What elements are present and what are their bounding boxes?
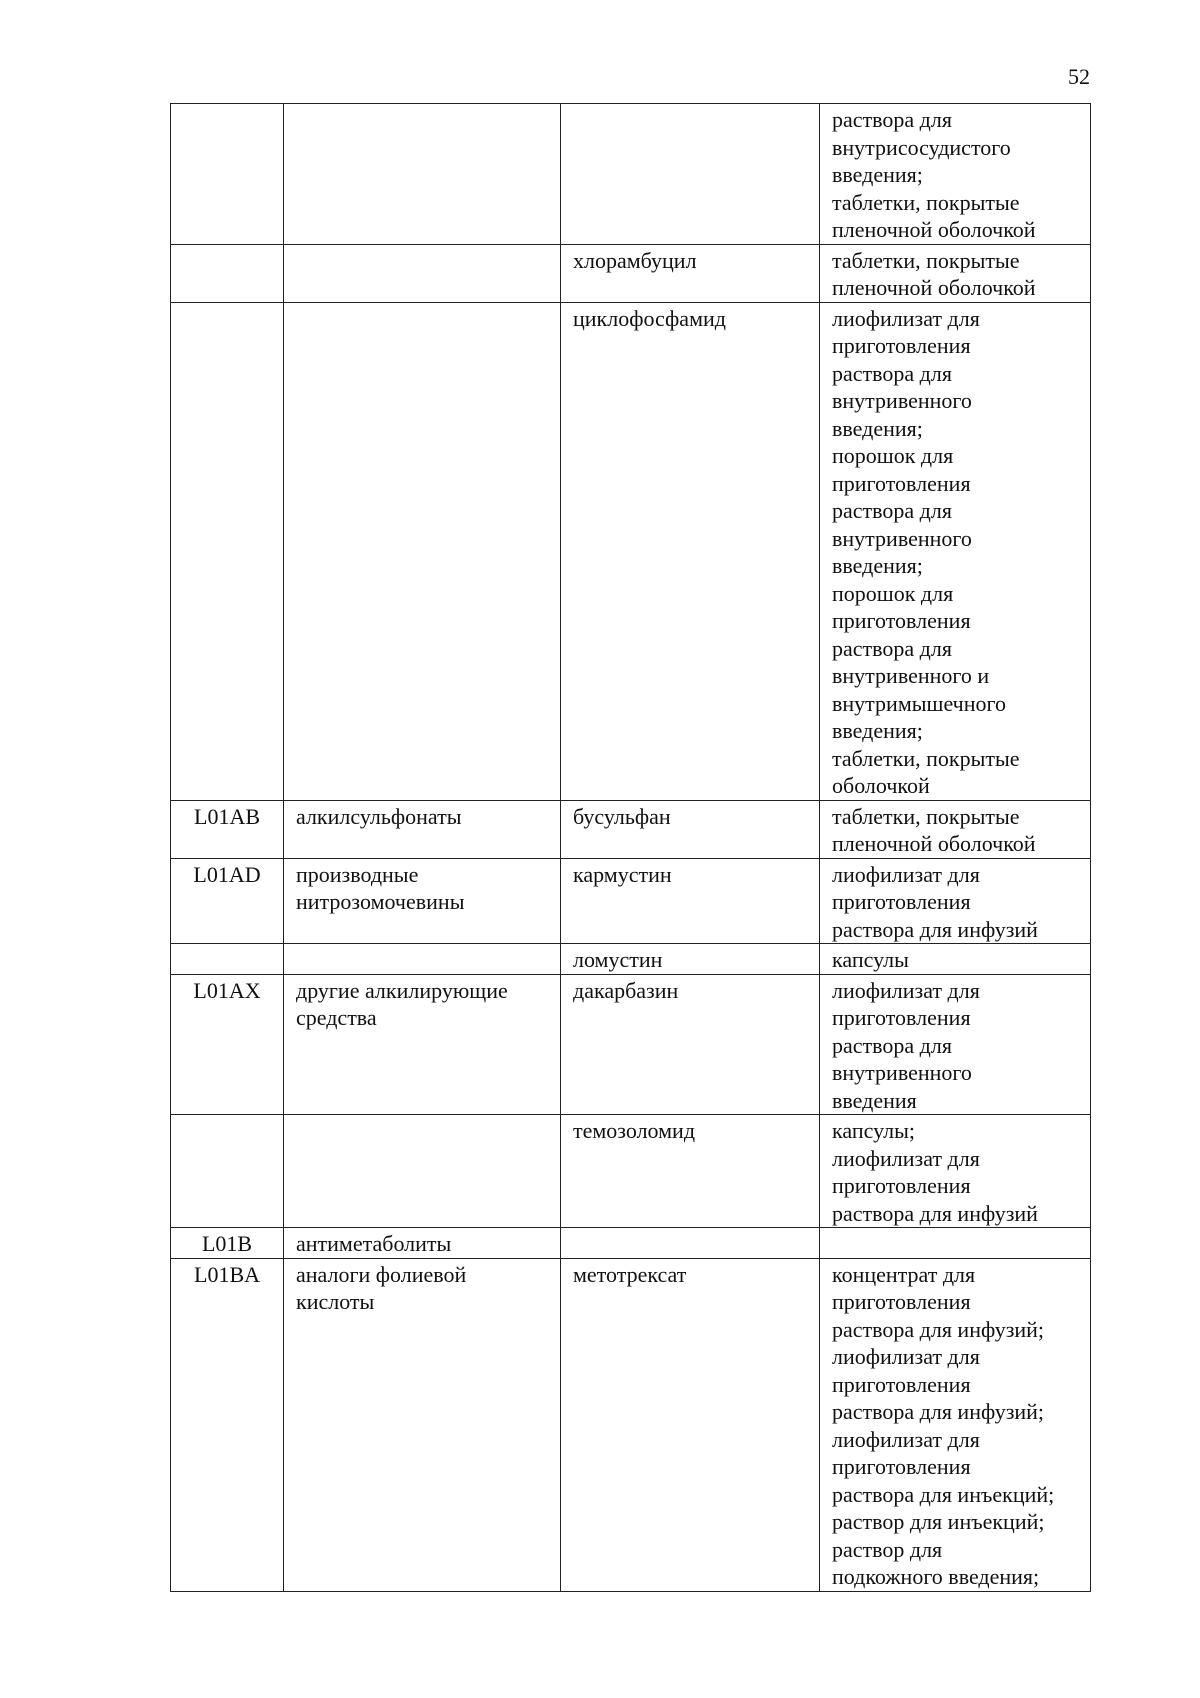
drug-line: темозоломид	[573, 1118, 696, 1143]
dosage-form-line: раствора для	[832, 635, 952, 661]
drug-name-cell	[561, 800, 820, 858]
group-name-cell	[284, 944, 561, 975]
dosage-form-line: пленочной оболочкой	[832, 217, 1036, 242]
dosage-form-line: введения	[832, 1087, 917, 1113]
atc-code-cell	[171, 302, 284, 800]
drug-name-cell	[561, 944, 820, 975]
dosage-form-line: таблетки, покрытые	[832, 189, 1020, 215]
dosage-form-line: приготовления	[832, 1173, 971, 1198]
dosage-form-line: таблетки, покрытые	[832, 745, 1020, 771]
dosage-form-line: раствор для инъекций;	[832, 1509, 1045, 1534]
drug-name-cell	[561, 1115, 820, 1228]
atc-code-cell	[171, 944, 284, 975]
dosage-form-line: приготовления	[832, 470, 971, 496]
table-row	[171, 944, 1091, 975]
table-row	[171, 974, 1091, 1115]
dosage-form-line: пленочной оболочкой	[832, 831, 1036, 856]
atc-code-cell	[171, 1115, 284, 1228]
dosage-form-line: приготовления	[832, 608, 971, 633]
drug-line: метотрексат	[573, 1261, 687, 1287]
dosage-form-line: раствора для инфузий	[832, 1200, 1038, 1226]
dosage-forms-cell	[820, 858, 1091, 944]
drug-line: хлорамбуцил	[573, 247, 697, 273]
table-row	[171, 800, 1091, 858]
dosage-forms-cell	[820, 244, 1091, 302]
dosage-form-line: порошок для	[832, 580, 954, 606]
dosage-form-line: раствора для	[832, 107, 952, 132]
table-row	[171, 1228, 1091, 1259]
atc-code-cell: L01AX	[171, 974, 284, 1115]
atc-code-cell	[171, 104, 284, 245]
dosage-forms-cell	[820, 302, 1091, 800]
group-name-cell	[284, 104, 561, 245]
group-line: средства	[296, 1005, 377, 1030]
drug-line: дакарбазин	[573, 977, 679, 1003]
dosage-form-line: введения;	[832, 718, 923, 743]
dosage-forms-cell	[820, 1115, 1091, 1228]
dosage-form-line: концентрат для	[832, 1261, 976, 1287]
group-line: другие алкилирующие	[296, 977, 508, 1003]
group-name-cell	[284, 858, 561, 944]
table-row	[171, 104, 1091, 245]
dosage-form-line: раствора для	[832, 1032, 952, 1058]
dosage-form-line: приготовления	[832, 333, 971, 358]
group-line: алкилсульфонаты	[296, 803, 462, 829]
dosage-form-line: приготовления	[832, 1371, 971, 1397]
dosage-form-line: раствора для инфузий;	[832, 1316, 1045, 1342]
dosage-form-line: внутривенного	[832, 525, 972, 551]
drug-name-cell	[561, 1228, 820, 1259]
group-line: производные	[296, 861, 419, 887]
group-name-cell	[284, 974, 561, 1115]
dosage-form-line: приготовления	[832, 1005, 971, 1030]
atc-code-cell: L01AB	[171, 800, 284, 858]
atc-code-cell: L01BA	[171, 1258, 284, 1591]
dosage-form-line: лиофилизат для	[832, 1344, 980, 1369]
page-number: 52	[1068, 64, 1090, 89]
drug-name-cell	[561, 302, 820, 800]
table-row	[171, 1258, 1091, 1591]
drug-name-cell	[561, 974, 820, 1115]
drug-name-cell	[561, 244, 820, 302]
dosage-form-line: лиофилизат для	[832, 1426, 980, 1452]
dosage-form-line: оболочкой	[832, 773, 930, 798]
group-name-cell	[284, 244, 561, 302]
group-name-cell	[284, 1258, 561, 1591]
group-name-cell	[284, 302, 561, 800]
atc-code-cell	[171, 244, 284, 302]
table-row	[171, 858, 1091, 944]
dosage-form-line: введения;	[832, 162, 923, 187]
dosage-form-line: внутривенного и	[832, 663, 990, 688]
dosage-form-line: приготовления	[832, 889, 971, 914]
dosage-form-line: таблетки, покрытые	[832, 803, 1020, 829]
dosage-forms-cell	[820, 1228, 1091, 1259]
drug-name-cell	[561, 858, 820, 944]
dosage-form-line: порошок для	[832, 443, 954, 468]
dosage-form-line: капсулы	[832, 947, 909, 972]
group-name-cell	[284, 1228, 561, 1259]
group-line: антиметаболиты	[296, 1231, 452, 1256]
group-name-cell	[284, 1115, 561, 1228]
table-row	[171, 302, 1091, 800]
dosage-form-line: введения;	[832, 415, 923, 441]
dosage-form-line: внутривенного	[832, 388, 972, 413]
dosage-form-line: капсулы;	[832, 1118, 915, 1143]
dosage-form-line: внутрисосудистого	[832, 134, 1011, 160]
dosage-form-line: раствора для инъекций;	[832, 1481, 1055, 1507]
dosage-form-line: лиофилизат для	[832, 977, 980, 1003]
dosage-form-line: лиофилизат для	[832, 305, 980, 331]
atc-code-cell: L01B	[171, 1228, 284, 1259]
dosage-form-line: пленочной оболочкой	[832, 275, 1036, 300]
dosage-form-line: подкожного введения;	[832, 1564, 1040, 1589]
table-row	[171, 1115, 1091, 1228]
dosage-form-line: раствора для	[832, 498, 952, 523]
dosage-forms-cell	[820, 104, 1091, 245]
dosage-form-line: приготовления	[832, 1289, 971, 1314]
drug-line: циклофосфамид	[573, 305, 726, 331]
atc-code-cell: L01AD	[171, 858, 284, 944]
dosage-form-line: лиофилизат для	[832, 1145, 980, 1171]
drug-name-cell	[561, 1258, 820, 1591]
dosage-form-line: внутримышечного	[832, 690, 1006, 716]
drug-line: кармустин	[573, 861, 672, 887]
group-line: нитрозомочевины	[296, 889, 465, 914]
drug-classification-table	[170, 103, 1091, 1592]
group-name-cell	[284, 800, 561, 858]
dosage-form-line: раствора для инфузий	[832, 916, 1038, 942]
drug-line: бусульфан	[573, 803, 671, 829]
dosage-form-line: приготовления	[832, 1454, 971, 1479]
group-line: кислоты	[296, 1289, 375, 1314]
dosage-form-line: введения;	[832, 553, 923, 578]
dosage-form-line: таблетки, покрытые	[832, 247, 1020, 273]
dosage-forms-cell	[820, 974, 1091, 1115]
dosage-form-line: лиофилизат для	[832, 861, 980, 887]
dosage-form-line: раствор для	[832, 1536, 943, 1562]
drug-name-cell	[561, 104, 820, 245]
dosage-forms-cell	[820, 944, 1091, 975]
drug-line: ломустин	[573, 947, 663, 972]
dosage-forms-cell	[820, 1258, 1091, 1591]
dosage-form-line: раствора для инфузий;	[832, 1399, 1045, 1424]
group-line: аналоги фолиевой	[296, 1261, 467, 1287]
dosage-form-line: внутривенного	[832, 1060, 972, 1085]
dosage-forms-cell	[820, 800, 1091, 858]
dosage-form-line: раствора для	[832, 360, 952, 386]
table-row	[171, 244, 1091, 302]
